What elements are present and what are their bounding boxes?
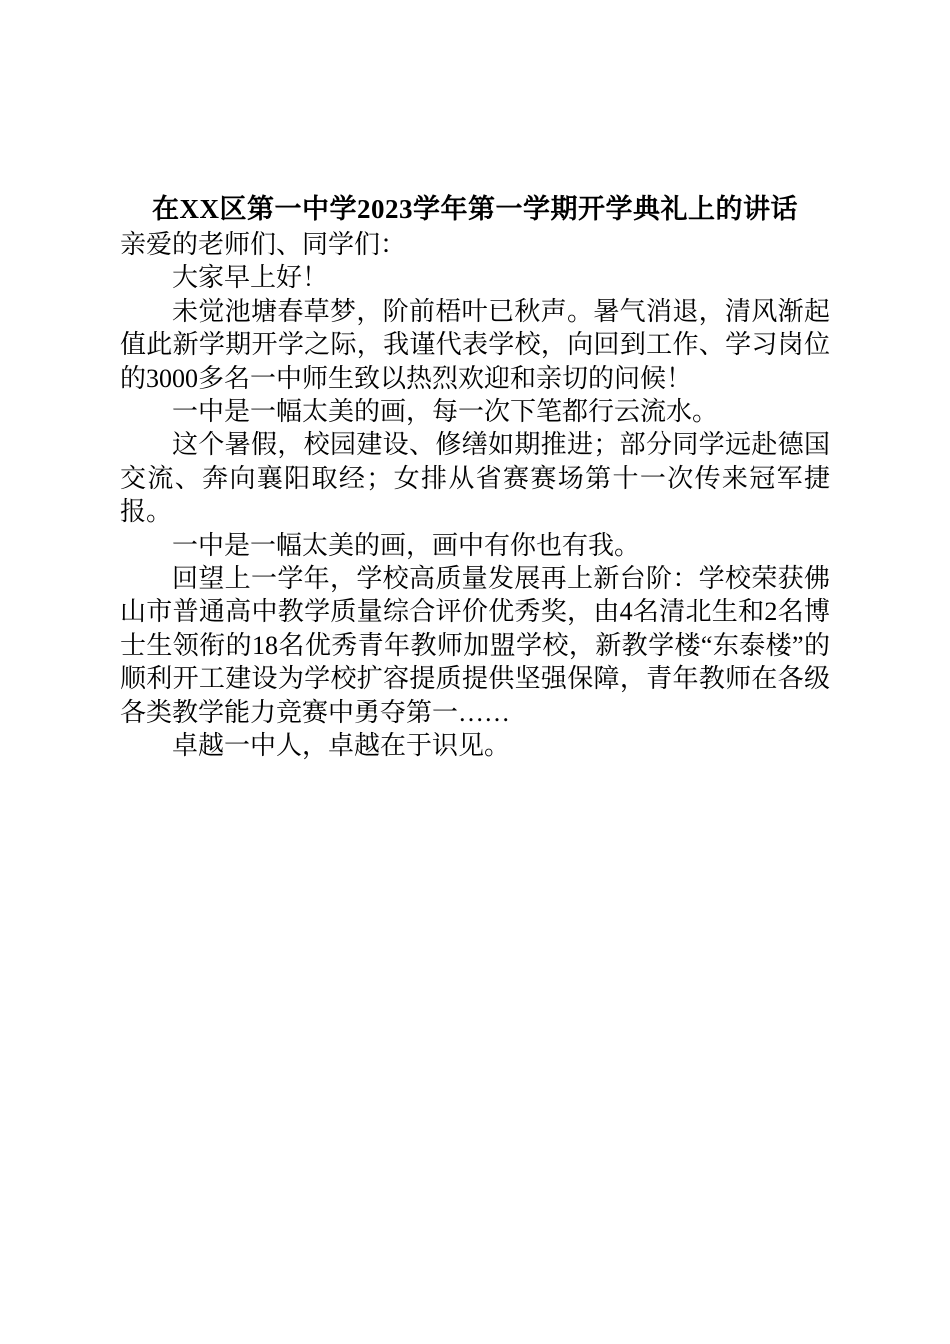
document-title: 在XX区第一中学2023学年第一学期开学典礼上的讲话 <box>152 194 798 224</box>
paragraph-review-year: 回望上一学年，学校高质量发展再上新台阶：学校荣获佛山市普通高中教学质量综合评价优秀奖，由4名清北生和2名博士生领衔的18名优秀青年教师加盟学校，新教学楼“东泰楼”的顺利开工建设为学校扩容提质提供坚强保障，青年教师在各级各类教学能力竞赛中勇夺第一…… <box>120 564 830 727</box>
salutation-line: 亲爱的老师们、同学们： <box>120 230 407 259</box>
paragraph-painting-2: 一中是一幅太美的画，画中有你也有我。 <box>172 530 641 560</box>
paragraph-closing: 卓越一中人，卓越在于识见。 <box>172 731 511 761</box>
paragraph-welcome: 未觉池塘春草梦，阶前梧叶已秋声。暑气消退，清风渐起值此新学期开学之际，我谨代表学校，向回到工作、学习岗位的3000多名一中师生致以热烈欢迎和亲切的问候！ <box>120 296 830 393</box>
greeting-line: 大家早上好！ <box>172 263 329 293</box>
paragraph-painting-1: 一中是一幅太美的画，每一次下笔都行云流水。 <box>172 397 719 427</box>
document-content <box>120 190 830 763</box>
paragraph-summer: 这个暑假，校园建设、修缮如期推进；部分同学远赴德国交流、奔向襄阳取经；女排从省赛赛场第十一次传来冠军捷报。 <box>120 430 830 527</box>
